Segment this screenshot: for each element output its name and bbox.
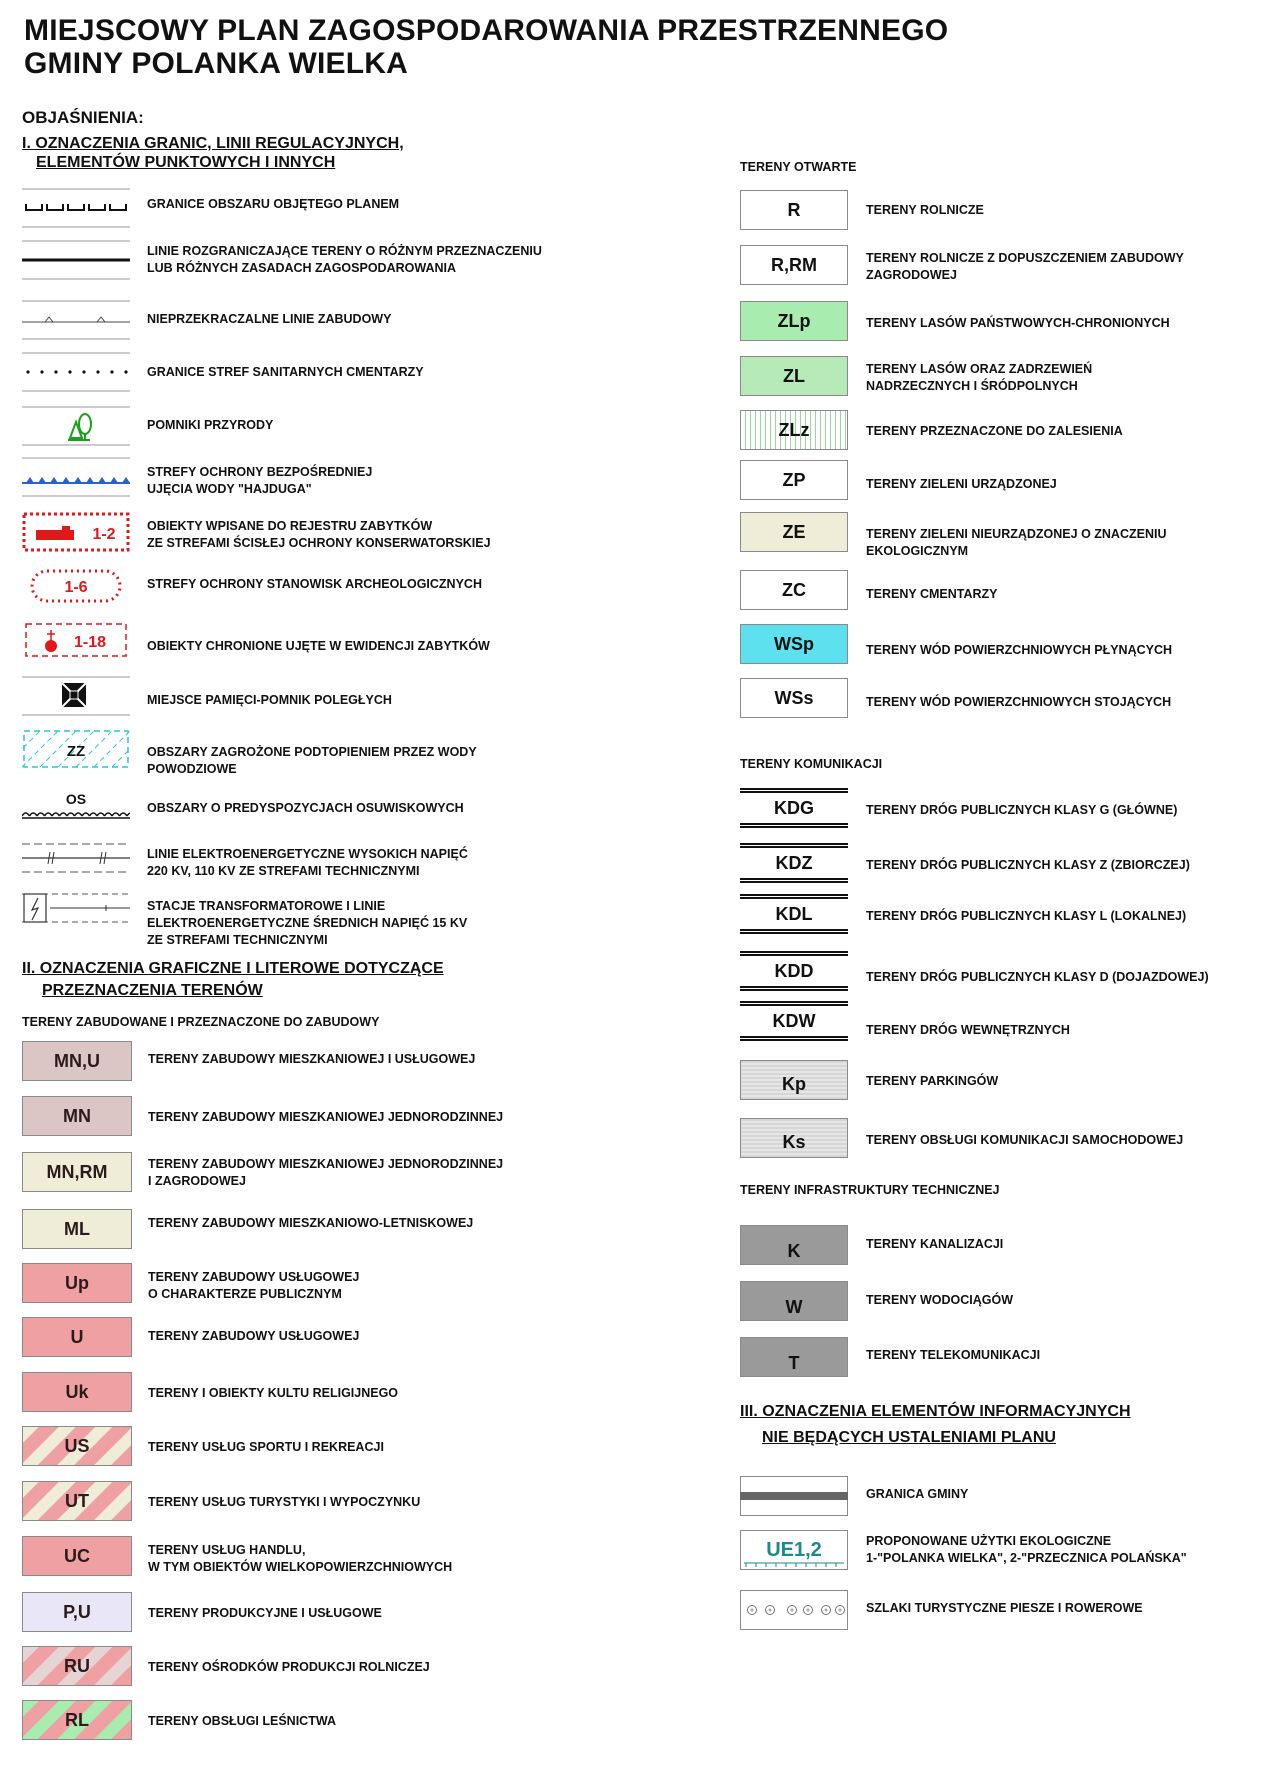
legend-label-line: TERENY ZABUDOWY MIESZKANIOWEJ JEDNORODZINNEJ [148, 1157, 504, 1171]
legend-swatch [740, 1337, 848, 1377]
legend-label-line: NADRZECZNYCH I ŚRÓDPOLNYCH [866, 379, 1078, 393]
legend-label [148, 1605, 382, 1622]
legend-label-line: TERENY WÓD POWIERZCHNIOWYCH STOJĄCYCH [866, 695, 1172, 709]
legend-label-line: I ZAGRODOWEJ [148, 1174, 246, 1188]
swatch-code: U [70, 1326, 84, 1347]
legend-label-line: GRANICE STREF SANITARNYCH CMENTARZY [147, 365, 424, 379]
legend-label-line: GRANICA GMINY [866, 1487, 969, 1501]
swatch-code: UC [64, 1545, 90, 1566]
section2-title-line2: PRZEZNACZENIA TERENÓW [42, 982, 263, 999]
legend-label [147, 576, 482, 593]
swatch-code: K [787, 1240, 801, 1261]
swatch-code: W [785, 1296, 803, 1317]
legend-label-line: UJĘCIA WODY "HAJDUGA" [147, 482, 312, 496]
section3-title-line2: NIE BĘDĄCYCH USTALENIAMI PLANU [762, 1429, 1056, 1446]
legend-label [148, 1109, 503, 1126]
legend-label [866, 1236, 1003, 1253]
legend-label [148, 1385, 398, 1402]
legend-swatch [740, 624, 848, 664]
legend-label-line: OBSZARY ZAGROŻONE PODTOPIENIEM PRZEZ WODY [147, 745, 477, 759]
legend-label-line: TERENY USŁUG HANDLU, [148, 1543, 306, 1557]
legend-label [866, 1600, 1143, 1617]
legend-label [866, 1292, 1013, 1309]
legend-label [866, 476, 1057, 493]
swatch-code: R [787, 199, 801, 220]
legend-label-line: TERENY WODOCIĄGÓW [866, 1293, 1013, 1307]
legend-swatch [22, 1536, 132, 1576]
legend-label [866, 1486, 968, 1503]
legend-label-line: TERENY PRODUKCYJNE I USŁUGOWE [148, 1606, 382, 1620]
dotted-line-symbol [22, 352, 130, 392]
trail-symbol [740, 1590, 848, 1630]
explanations-title: OBJAŚNIENIA: [22, 108, 144, 127]
title-line-2: GMINY POLANKA WIELKA [24, 47, 408, 80]
legend-label-line: W TYM OBIEKTÓW WIELKOPOWIERZCHNIOWYCH [148, 1560, 453, 1574]
tree-icon-symbol [22, 406, 130, 446]
legend-label [866, 423, 1123, 440]
legend-label-line: SZLAKI TURYSTYCZNE PIESZE I ROWEROWE [866, 1601, 1143, 1615]
triangle-line-symbol [22, 300, 130, 340]
legend-label [148, 1156, 503, 1190]
legend-swatch [22, 1096, 132, 1136]
legend-label-line: TERENY ROLNICZE [866, 203, 984, 217]
swatch-code: Uk [65, 1381, 89, 1402]
legend-label-line: TERENY DRÓG PUBLICZNYCH KLASY Z (ZBIORCZEJ) [866, 858, 1190, 872]
legend-label-line: ZAGRODOWEJ [866, 268, 957, 282]
section2-title-line1: II. OZNACZENIA GRAFICZNE I LITEROWE DOTYCZĄCE [22, 960, 444, 977]
legend-label [147, 196, 399, 213]
red-monument-symbol [22, 512, 130, 552]
legend-label-line: TERENY LASÓW ORAZ ZADRZEWIEŃ [866, 362, 1093, 376]
memorial-icon-symbol [22, 676, 130, 716]
legend-label [866, 315, 1170, 332]
legend-label-line: ZE STREFAMI ŚCISŁEJ OCHRONY KONSERWATORSKIEJ [147, 536, 491, 550]
legend-swatch [740, 460, 848, 500]
legend-label [866, 526, 1166, 560]
legend-label-line: NIEPRZEKRACZALNE LINIE ZABUDOWY [147, 312, 392, 326]
swatch-code: WSs [774, 687, 814, 708]
red-protected-symbol [22, 620, 130, 660]
swatch-code: Kp [782, 1073, 806, 1094]
legend-swatch [740, 570, 848, 610]
plan-title [24, 14, 948, 80]
legend-label-line: STACJE TRANSFORMATOROWE I LINIE [147, 899, 386, 913]
symbol-text: 1-6 [64, 579, 88, 596]
legend-label-line: TERENY PRZEZNACZONE DO ZALESIENIA [866, 424, 1123, 438]
swatch-code: ZL [783, 365, 805, 386]
red-dotted-oval-symbol [22, 566, 130, 606]
legend-label-line: MIEJSCE PAMIĘCI-POMNIK POLEGŁYCH [147, 693, 392, 707]
legend-label-line: TERENY OBSŁUGI LEŚNICTWA [148, 1714, 336, 1728]
legend-label-line: OBIEKTY WPISANE DO REJESTRU ZABYTKÓW [147, 519, 433, 533]
legend-label [866, 250, 1184, 284]
symbol-text: 1-18 [73, 634, 107, 651]
legend-label [866, 642, 1172, 659]
legend-label [866, 802, 1177, 819]
legend-label [148, 1269, 359, 1303]
legend-label [148, 1542, 452, 1576]
legend-label [147, 518, 491, 552]
swatch-code: US [64, 1435, 90, 1456]
legend-swatch [22, 1481, 132, 1521]
legend-label-line: TERENY DRÓG PUBLICZNYCH KLASY G (GŁÓWNE) [866, 803, 1178, 817]
swatch-code: Up [65, 1272, 89, 1293]
symbol-text: 1-2 [92, 526, 116, 543]
legend-label [148, 1051, 475, 1068]
legend-label-line: TERENY DRÓG PUBLICZNYCH KLASY L (LOKALNEJ) [866, 909, 1187, 923]
legend-label [147, 800, 464, 817]
legend-label-line: TERENY ZIELENI NIEURZĄDZONEJ O ZNACZENIU [866, 527, 1167, 541]
landslide-line-symbol [22, 786, 130, 826]
legend-label-line: POMNIKI PRZYRODY [147, 418, 274, 432]
legend-swatch [740, 190, 848, 230]
legend-label-line: LINIE ROZGRANICZAJĄCE TERENY O RÓŻNYM PRZEZNACZENIU [147, 244, 542, 258]
legend-swatch [740, 894, 848, 934]
legend-label [866, 1073, 998, 1090]
swatch-code: T [788, 1352, 800, 1373]
legend-label [147, 898, 467, 949]
swatch-code: UT [65, 1490, 89, 1511]
legend-label-line: TERENY TELEKOMUNIKACJI [866, 1348, 1041, 1362]
legend-label [147, 692, 392, 709]
legend-swatch [740, 356, 848, 396]
legend-label [866, 1533, 1187, 1567]
legend-label-line: TERENY LASÓW PAŃSTWOWYCH-CHRONIONYCH [866, 316, 1170, 330]
legend-label-line: PROPONOWANE UŻYTKI EKOLOGICZNE [866, 1534, 1112, 1548]
legend-label [148, 1439, 384, 1456]
legend-label [866, 586, 998, 603]
legend-label [148, 1659, 430, 1676]
built-up-subtitle: TERENY ZABUDOWANE I PRZEZNACZONE DO ZABUDOWY [22, 1015, 380, 1029]
legend-label [866, 969, 1209, 986]
legend-label [147, 311, 391, 328]
swatch-code: ZE [782, 521, 806, 542]
swatch-code: KDW [772, 1010, 816, 1031]
legend-label [148, 1215, 473, 1232]
legend-swatch [740, 1118, 848, 1158]
legend-label-line: TERENY PARKINGÓW [866, 1074, 999, 1088]
legend-label-line: ELEKTROENERGETYCZNE ŚREDNICH NAPIĘĆ 15 KV [147, 916, 468, 930]
legend-label-line: 220 KV, 110 KV ZE STREFAMI TECHNICZNYMI [147, 864, 420, 878]
dashed-notch-boundary-symbol [22, 188, 130, 228]
swatch-code: WSp [774, 633, 814, 654]
legend-label-line: TERENY ZABUDOWY MIESZKANIOWO-LETNISKOWEJ [148, 1216, 474, 1230]
legend-label-line: TERENY ZABUDOWY MIESZKANIOWEJ JEDNORODZINNEJ [148, 1110, 504, 1124]
legend-label [147, 417, 273, 434]
legend-swatch [22, 1592, 132, 1632]
legend-label-line: TERENY ROLNICZE Z DOPUSZCZENIEM ZABUDOWY [866, 251, 1184, 265]
legend-swatch [740, 301, 848, 341]
legend-swatch [740, 410, 848, 450]
legend-label [147, 464, 372, 498]
symbol-text: OS [65, 791, 87, 807]
legend-swatch [740, 951, 848, 991]
symbol-text: ZZ [66, 743, 86, 760]
legend-label-line: OBSZARY O PREDYSPOZYCJACH OSUWISKOWYCH [147, 801, 464, 815]
legend-label-line: LUB RÓŻNYCH ZASADACH ZAGOSPODAROWANIA [147, 261, 457, 275]
legend-label-line: STREFY OCHRONY STANOWISK ARCHEOLOGICZNYCH [147, 577, 482, 591]
legend-label-line: TERENY DRÓG PUBLICZNYCH KLASY D (DOJAZDOWEJ) [866, 970, 1209, 984]
legend-label-line: TERENY ZABUDOWY MIESZKANIOWEJ I USŁUGOWEJ [148, 1052, 476, 1066]
legend-swatch [740, 1001, 848, 1041]
legend-label-line: TERENY CMENTARZY [866, 587, 998, 601]
legend-label-line: TERENY ZIELENI URZĄDZONEJ [866, 477, 1057, 491]
section1-title-line2: ELEMENTÓW PUNKTOWYCH I INNYCH [36, 154, 336, 171]
legend-swatch [740, 843, 848, 883]
legend-label [147, 243, 542, 277]
legend-label-line: TERENY ZABUDOWY USŁUGOWEJ [148, 1270, 360, 1284]
legend-label [148, 1494, 420, 1511]
legend-label [866, 857, 1190, 874]
legend-swatch [22, 1263, 132, 1303]
swatch-code: MN,U [54, 1050, 100, 1071]
swatch-code: KDZ [775, 852, 813, 873]
section3-title-line1: III. OZNACZENIA ELEMENTÓW INFORMACYJNYCH [740, 1403, 1131, 1420]
blue-triangle-line-symbol [22, 457, 130, 497]
legend-swatch [22, 1372, 132, 1412]
swatch-code: R,RM [771, 254, 817, 275]
legend-swatch [740, 678, 848, 718]
legend-swatch [740, 1281, 848, 1321]
legend-label-line: OBIEKTY CHRONIONE UJĘTE W EWIDENCJI ZABYTKÓW [147, 639, 490, 653]
swatch-code: ZLp [777, 310, 811, 331]
legend-label-line: ZE STREFAMI TECHNICZNYMI [147, 933, 328, 947]
infrastructure-subtitle: TERENY INFRASTRUKTURY TECHNICZNEJ [740, 1183, 1000, 1197]
legend-label-line: TERENY ZABUDOWY USŁUGOWEJ [148, 1329, 360, 1343]
legend-label-line: 1-"POLANKA WIELKA", 2-"PRZECZNICA POLAŃSKA" [866, 1551, 1187, 1565]
transport-subtitle: TERENY KOMUNIKACJI [740, 757, 883, 771]
legend-label-line: TERENY USŁUG SPORTU I REKREACJI [148, 1440, 384, 1454]
legend-label [866, 1347, 1040, 1364]
swatch-code: KDG [774, 797, 814, 818]
legend-swatch [22, 1426, 132, 1466]
swatch-code: RU [64, 1655, 90, 1676]
legend-label [147, 364, 424, 381]
open-areas-subtitle: TERENY OTWARTE [740, 160, 857, 174]
legend-label [147, 744, 477, 778]
swatch-code: Ks [782, 1131, 806, 1152]
legend-label [866, 908, 1186, 925]
legend-label-line: TERENY OŚRODKÓW PRODUKCJI ROLNICZEJ [148, 1660, 430, 1674]
high-voltage-symbol [22, 838, 130, 878]
legend-label [148, 1328, 359, 1345]
swatch-code: KDD [774, 960, 814, 981]
legend-label-line: POWODZIOWE [147, 762, 237, 776]
legend-label-line: STREFY OCHRONY BEZPOŚREDNIEJ [147, 465, 373, 479]
symbol-text: UE1,2 [766, 1539, 822, 1561]
legend-label [866, 1022, 1070, 1039]
legend-swatch [22, 1700, 132, 1740]
legend-swatch [22, 1317, 132, 1357]
swatch-code: ZC [782, 579, 806, 600]
legend-label-line: TERENY WÓD POWIERZCHNIOWYCH PŁYNĄCYCH [866, 643, 1173, 657]
legend-label-line: TERENY USŁUG TURYSTYKI I WYPOCZYNKU [148, 1495, 421, 1509]
legend-label [147, 846, 468, 880]
swatch-code: P,U [63, 1601, 91, 1622]
legend-label [866, 361, 1092, 395]
legend-label-line: GRANICE OBSZARU OBJĘTEGO PLANEM [147, 197, 400, 211]
thick-line-symbol [22, 240, 130, 280]
legend-label-line: LINIE ELEKTROENERGETYCZNE WYSOKICH NAPIĘĆ [147, 847, 468, 861]
legend-label-line: TERENY DRÓG WEWNĘTRZNYCH [866, 1023, 1070, 1037]
legend-label [866, 1132, 1183, 1149]
legend-label [866, 694, 1171, 711]
swatch-code: MN,RM [46, 1161, 108, 1182]
legend-swatch [740, 1060, 848, 1100]
legend-label-line: O CHARAKTERZE PUBLICZNYM [148, 1287, 342, 1301]
legend-label [866, 202, 984, 219]
legend-label [147, 638, 490, 655]
swatch-code: ML [64, 1218, 90, 1239]
swatch-code: ZP [782, 469, 806, 490]
title-line-1: MIEJSCOWY PLAN ZAGOSPODAROWANIA PRZESTRZENNEGO [24, 14, 949, 47]
swatch-code: RL [65, 1709, 89, 1730]
section1-title-line1: I. OZNACZENIA GRANIC, LINII REGULACYJNYCH, [22, 135, 404, 152]
swatch-code: KDL [775, 903, 813, 924]
legend-label [148, 1713, 336, 1730]
transformer-symbol [22, 888, 130, 928]
legend-swatch [740, 1225, 848, 1265]
flood-hatch-symbol [22, 729, 130, 769]
legend-swatch [740, 788, 848, 828]
legend-label-line: TERENY OBSŁUGI KOMUNIKACJI SAMOCHODOWEJ [866, 1133, 1184, 1147]
eco-area-symbol [740, 1530, 848, 1570]
legend-swatch [22, 1209, 132, 1249]
legend-swatch [22, 1041, 132, 1081]
swatch-code: MN [63, 1105, 91, 1126]
legend-swatch [740, 245, 848, 285]
legend-swatch [22, 1152, 132, 1192]
legend-label-line: TERENY I OBIEKTY KULTU RELIGIJNEGO [148, 1386, 399, 1400]
legend-swatch [740, 512, 848, 552]
swatch-code: ZLz [778, 419, 810, 440]
legend-label-line: TERENY KANALIZACJI [866, 1237, 1004, 1251]
legend-label-line: EKOLOGICZNYM [866, 544, 969, 558]
municipal-border-symbol [740, 1476, 848, 1516]
legend-swatch [22, 1646, 132, 1686]
